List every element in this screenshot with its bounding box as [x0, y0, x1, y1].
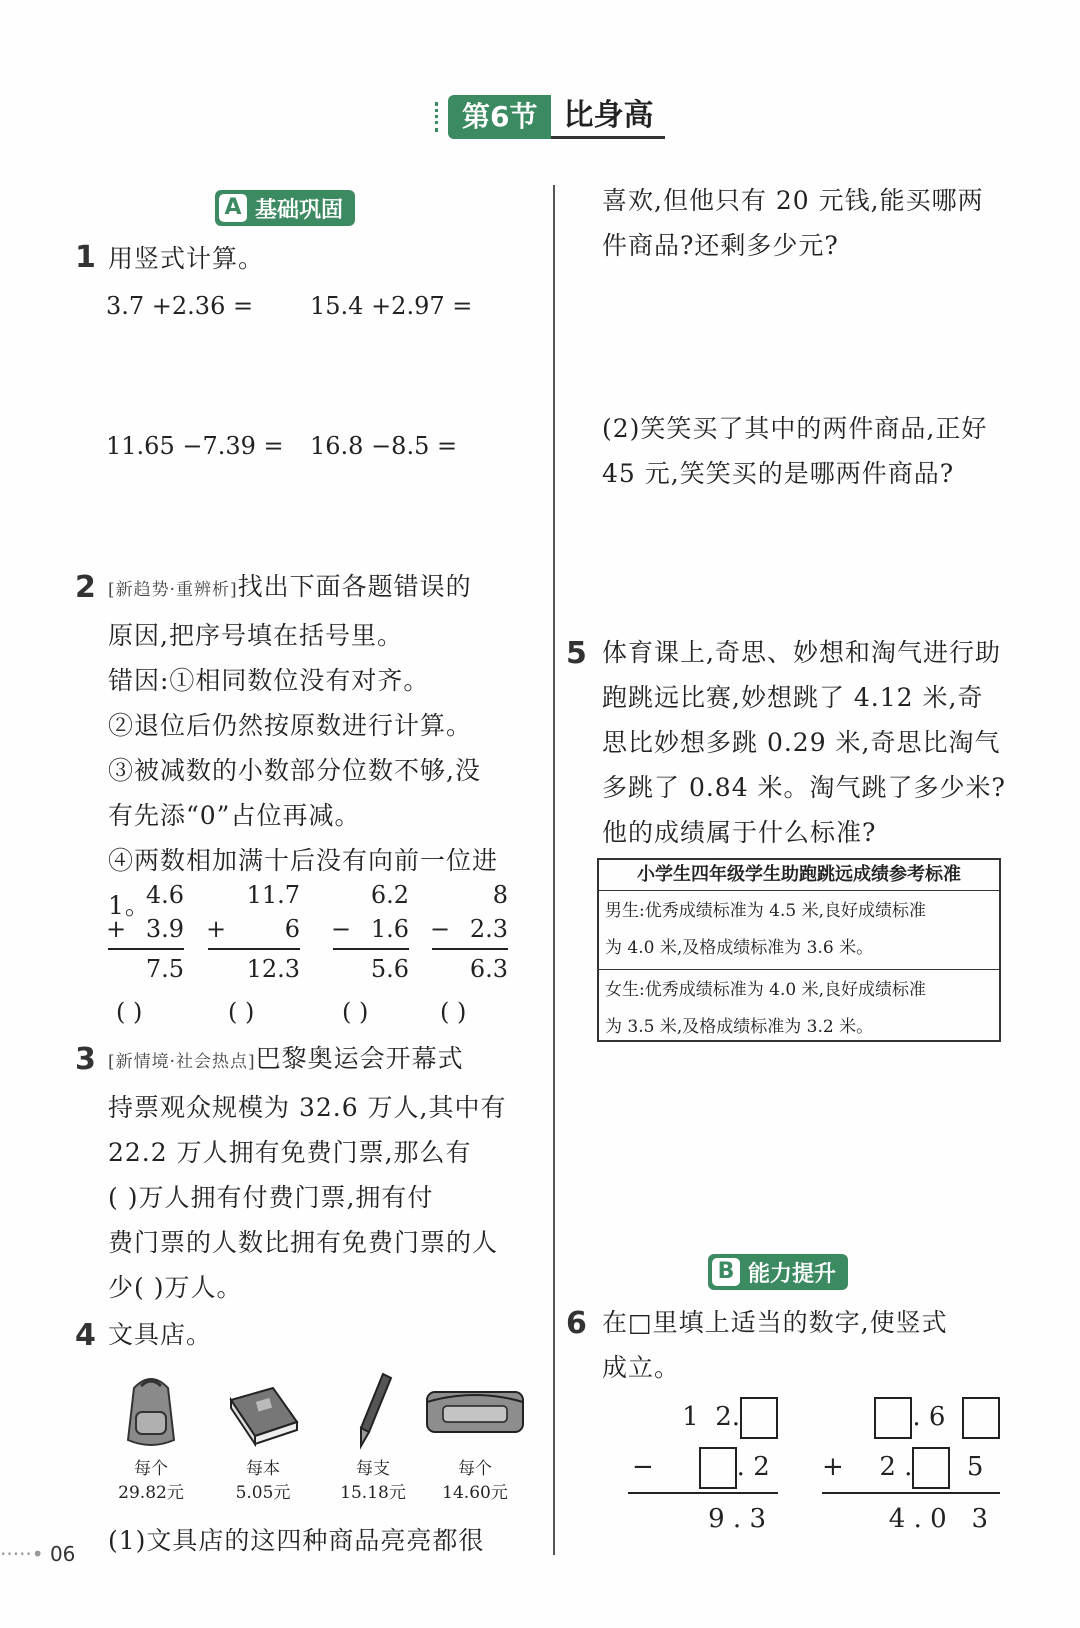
item-4-price: 14.60元 — [442, 1483, 508, 1503]
question-1-number: 1 — [75, 240, 96, 275]
item-1-price: 29.82元 — [118, 1483, 184, 1503]
q4-part2-line-1: (2)笑笑买了其中的两件商品,正好 — [602, 414, 988, 443]
question-3-number: 3 — [75, 1042, 96, 1077]
calc-operator: − — [430, 915, 451, 943]
q5-line-5: 他的成绩属于什么标准? — [602, 818, 877, 847]
q6-line-1: 在□里填上适当的数字,使竖式 — [602, 1308, 948, 1337]
digit: 2 — [879, 1452, 896, 1482]
digit: 9 — [708, 1504, 725, 1534]
table-title: 小学生四年级学生助跑跳远成绩参考标准 — [599, 860, 999, 891]
q1-calc-3: 11.65 −7.39 = — [106, 432, 284, 460]
q6-vertical-calc-a — [628, 1392, 778, 1544]
q2-answer-blank-3[interactable]: ( ) — [342, 998, 369, 1026]
section-b-badge — [708, 1254, 848, 1290]
operator: + — [822, 1452, 844, 1482]
calc-bottom: 2.3 — [469, 915, 508, 943]
decimal-point: . — [736, 1452, 745, 1482]
answer-box[interactable] — [962, 1397, 1000, 1439]
item-2-price: 5.05元 — [235, 1483, 291, 1503]
digit: 1 — [682, 1402, 699, 1432]
page-title: 比身高 — [551, 96, 665, 139]
calc-result: 7.5 — [145, 955, 184, 983]
q4-part2-line-2: 45 元,笑笑买的是哪两件商品? — [602, 459, 955, 488]
question-2-number: 2 — [75, 570, 96, 605]
calc-line — [432, 948, 508, 950]
page-number — [0, 1542, 75, 1566]
q2-line-6: 有先添“0”占位再减。 — [108, 801, 361, 830]
q5-line-4: 多跳了 0.84 米。淘气跳了多少米? — [602, 773, 1006, 802]
digit: 3 — [749, 1504, 766, 1534]
q4-part2 — [602, 406, 1042, 496]
answer-box[interactable] — [699, 1447, 737, 1489]
column-divider — [553, 185, 555, 1555]
calc-top: 8 — [492, 881, 508, 909]
section-a-letter: A — [219, 194, 247, 222]
question-1-text: 用竖式计算。 — [108, 244, 265, 273]
calc-line — [333, 948, 409, 950]
calc-operator: + — [106, 915, 127, 943]
q3-line-6: 少( )万人。 — [108, 1273, 243, 1302]
item-book — [208, 1370, 318, 1505]
digit: 0 — [930, 1504, 947, 1534]
section-a-badge — [215, 190, 355, 226]
q2-vertical-calc-2 — [208, 878, 300, 986]
item-4-unit: 每个 — [458, 1459, 492, 1479]
q2-answer-blank-2[interactable]: ( ) — [228, 998, 255, 1026]
item-pencil-case — [420, 1370, 530, 1505]
pen-icon — [343, 1370, 403, 1450]
page-number-deco: ·····• — [0, 1542, 44, 1566]
item-2-unit: 每本 — [246, 1459, 280, 1479]
section-b-letter: B — [712, 1258, 740, 1286]
q6-vertical-calc-b — [822, 1392, 1000, 1544]
digit: 4 — [888, 1504, 906, 1534]
question-2-body — [108, 564, 538, 928]
digit: 5 — [966, 1452, 984, 1482]
calc-top: 4.6 — [145, 881, 184, 909]
q2-vertical-calc-3 — [333, 878, 409, 986]
calc-bottom: 1.6 — [370, 915, 409, 943]
chapter-title — [435, 95, 665, 139]
decimal-point: . — [732, 1504, 742, 1534]
q1-calc-4: 16.8 −8.5 = — [310, 432, 458, 460]
backpack-icon — [116, 1370, 186, 1450]
title-decoration — [435, 102, 444, 132]
question-3-body — [108, 1036, 538, 1310]
table-row-text: 为 3.5 米,及格成绩标准为 3.2 米。 — [605, 1017, 874, 1037]
calc-bottom: 3.9 — [145, 915, 184, 943]
page-number-text: 06 — [49, 1542, 76, 1566]
item-3-price: 15.18元 — [340, 1483, 406, 1503]
q3-line-1: 巴黎奥运会开幕式 — [255, 1044, 464, 1073]
q1-calc-1: 3.7 +2.36 = — [106, 292, 254, 320]
jump-standard-table — [597, 858, 1001, 1042]
q4-part1-line-2: 喜欢,但他只有 20 元钱,能买哪两 — [602, 186, 984, 215]
q2-tag: [新趋势·重辨析] — [108, 580, 238, 600]
q4-part1-line-1: (1)文具店的这四种商品亮亮都很 — [108, 1526, 485, 1555]
table-row-text: 女生:优秀成绩标准为 4.0 米,良好成绩标准 — [605, 980, 926, 1000]
answer-box[interactable] — [740, 1397, 778, 1439]
item-pen — [318, 1370, 428, 1505]
q3-line-4: ( )万人拥有付费门票,拥有付 — [108, 1183, 434, 1212]
section-number-badge: 第6节 — [448, 95, 551, 139]
q2-vertical-calc-4 — [432, 878, 508, 986]
calc-line — [108, 948, 184, 950]
q4-part1-continued — [602, 178, 1042, 268]
q5-line-2: 跑跳远比赛,妙想跳了 4.12 米,奇 — [602, 683, 984, 712]
digit: 2 — [753, 1452, 770, 1482]
q6-line-2: 成立。 — [602, 1353, 681, 1382]
q2-line-3: 错因:①相同数位没有对齐。 — [108, 666, 430, 695]
decimal-point: . — [731, 1402, 740, 1432]
q1-calc-2: 15.4 +2.97 = — [310, 292, 473, 320]
q5-line-3: 思比妙想多跳 0.29 米,奇思比淘气 — [602, 728, 1001, 757]
q5-line-1: 体育课上,奇思、妙想和淘气进行助 — [602, 638, 1001, 667]
q3-line-5: 费门票的人数比拥有免费门票的人 — [108, 1228, 499, 1257]
section-b-label: 能力提升 — [748, 1261, 837, 1287]
digit: 6 — [928, 1402, 946, 1432]
q2-answer-blank-1[interactable]: ( ) — [116, 998, 143, 1026]
q2-line-5: ③被减数的小数部分位数不够,没 — [108, 756, 481, 785]
item-3-unit: 每支 — [356, 1459, 390, 1479]
calc-operator: − — [331, 915, 352, 943]
q2-vertical-calc-1 — [108, 878, 184, 986]
q2-line-7: ④两数相加满十后没有向前一位进1。 — [108, 846, 499, 920]
decimal-point: . — [904, 1452, 913, 1482]
calc-top: 6.2 — [370, 881, 409, 909]
q2-line-4: ②退位后仍然按原数进行计算。 — [108, 711, 473, 740]
item-backpack — [96, 1370, 206, 1505]
calc-result: 12.3 — [246, 955, 300, 983]
q2-line-1: 找出下面各题错误的 — [237, 572, 472, 601]
q3-tag: [新情境·社会热点] — [108, 1052, 256, 1072]
question-6-number: 6 — [566, 1306, 587, 1341]
calc-top: 11.7 — [246, 881, 300, 909]
digit: 3 — [971, 1504, 988, 1534]
calc-bottom: 6 — [284, 915, 300, 943]
answer-box[interactable] — [874, 1397, 912, 1439]
pencil-case-icon — [423, 1370, 527, 1450]
answer-box[interactable] — [912, 1447, 950, 1489]
decimal-point: . — [912, 1402, 921, 1432]
table-row-text: 男生:优秀成绩标准为 4.5 米,良好成绩标准 — [605, 901, 926, 921]
q4-part1-line-3: 件商品?还剩多少元? — [602, 231, 839, 260]
calc-line — [208, 948, 300, 950]
table-row-boys — [599, 891, 999, 969]
question-5-body — [602, 630, 1042, 855]
calc-result: 6.3 — [469, 955, 508, 983]
item-1-unit: 每个 — [134, 1459, 168, 1479]
calc-operator: + — [206, 915, 227, 943]
question-5-number: 5 — [566, 636, 587, 671]
book-icon — [223, 1370, 303, 1450]
q3-line-3: 22.2 万人拥有免费门票,那么有 — [108, 1138, 472, 1167]
section-a-label: 基础巩固 — [255, 197, 344, 223]
q2-answer-blank-4[interactable]: ( ) — [440, 998, 467, 1026]
q3-line-2: 持票观众规模为 32.6 万人,其中有 — [108, 1093, 507, 1122]
operator: − — [632, 1452, 654, 1482]
question-4-text: 文具店。 — [108, 1320, 213, 1349]
calc-result: 5.6 — [370, 955, 409, 983]
table-row-text: 为 4.0 米,及格成绩标准为 3.6 米。 — [605, 938, 874, 958]
decimal-point: . — [913, 1504, 922, 1534]
question-6-body — [602, 1300, 1042, 1390]
table-row-girls — [599, 969, 999, 1048]
q2-line-2: 原因,把序号填在括号里。 — [108, 621, 403, 650]
question-4-number: 4 — [75, 1318, 96, 1353]
digit: 2 — [715, 1402, 732, 1432]
